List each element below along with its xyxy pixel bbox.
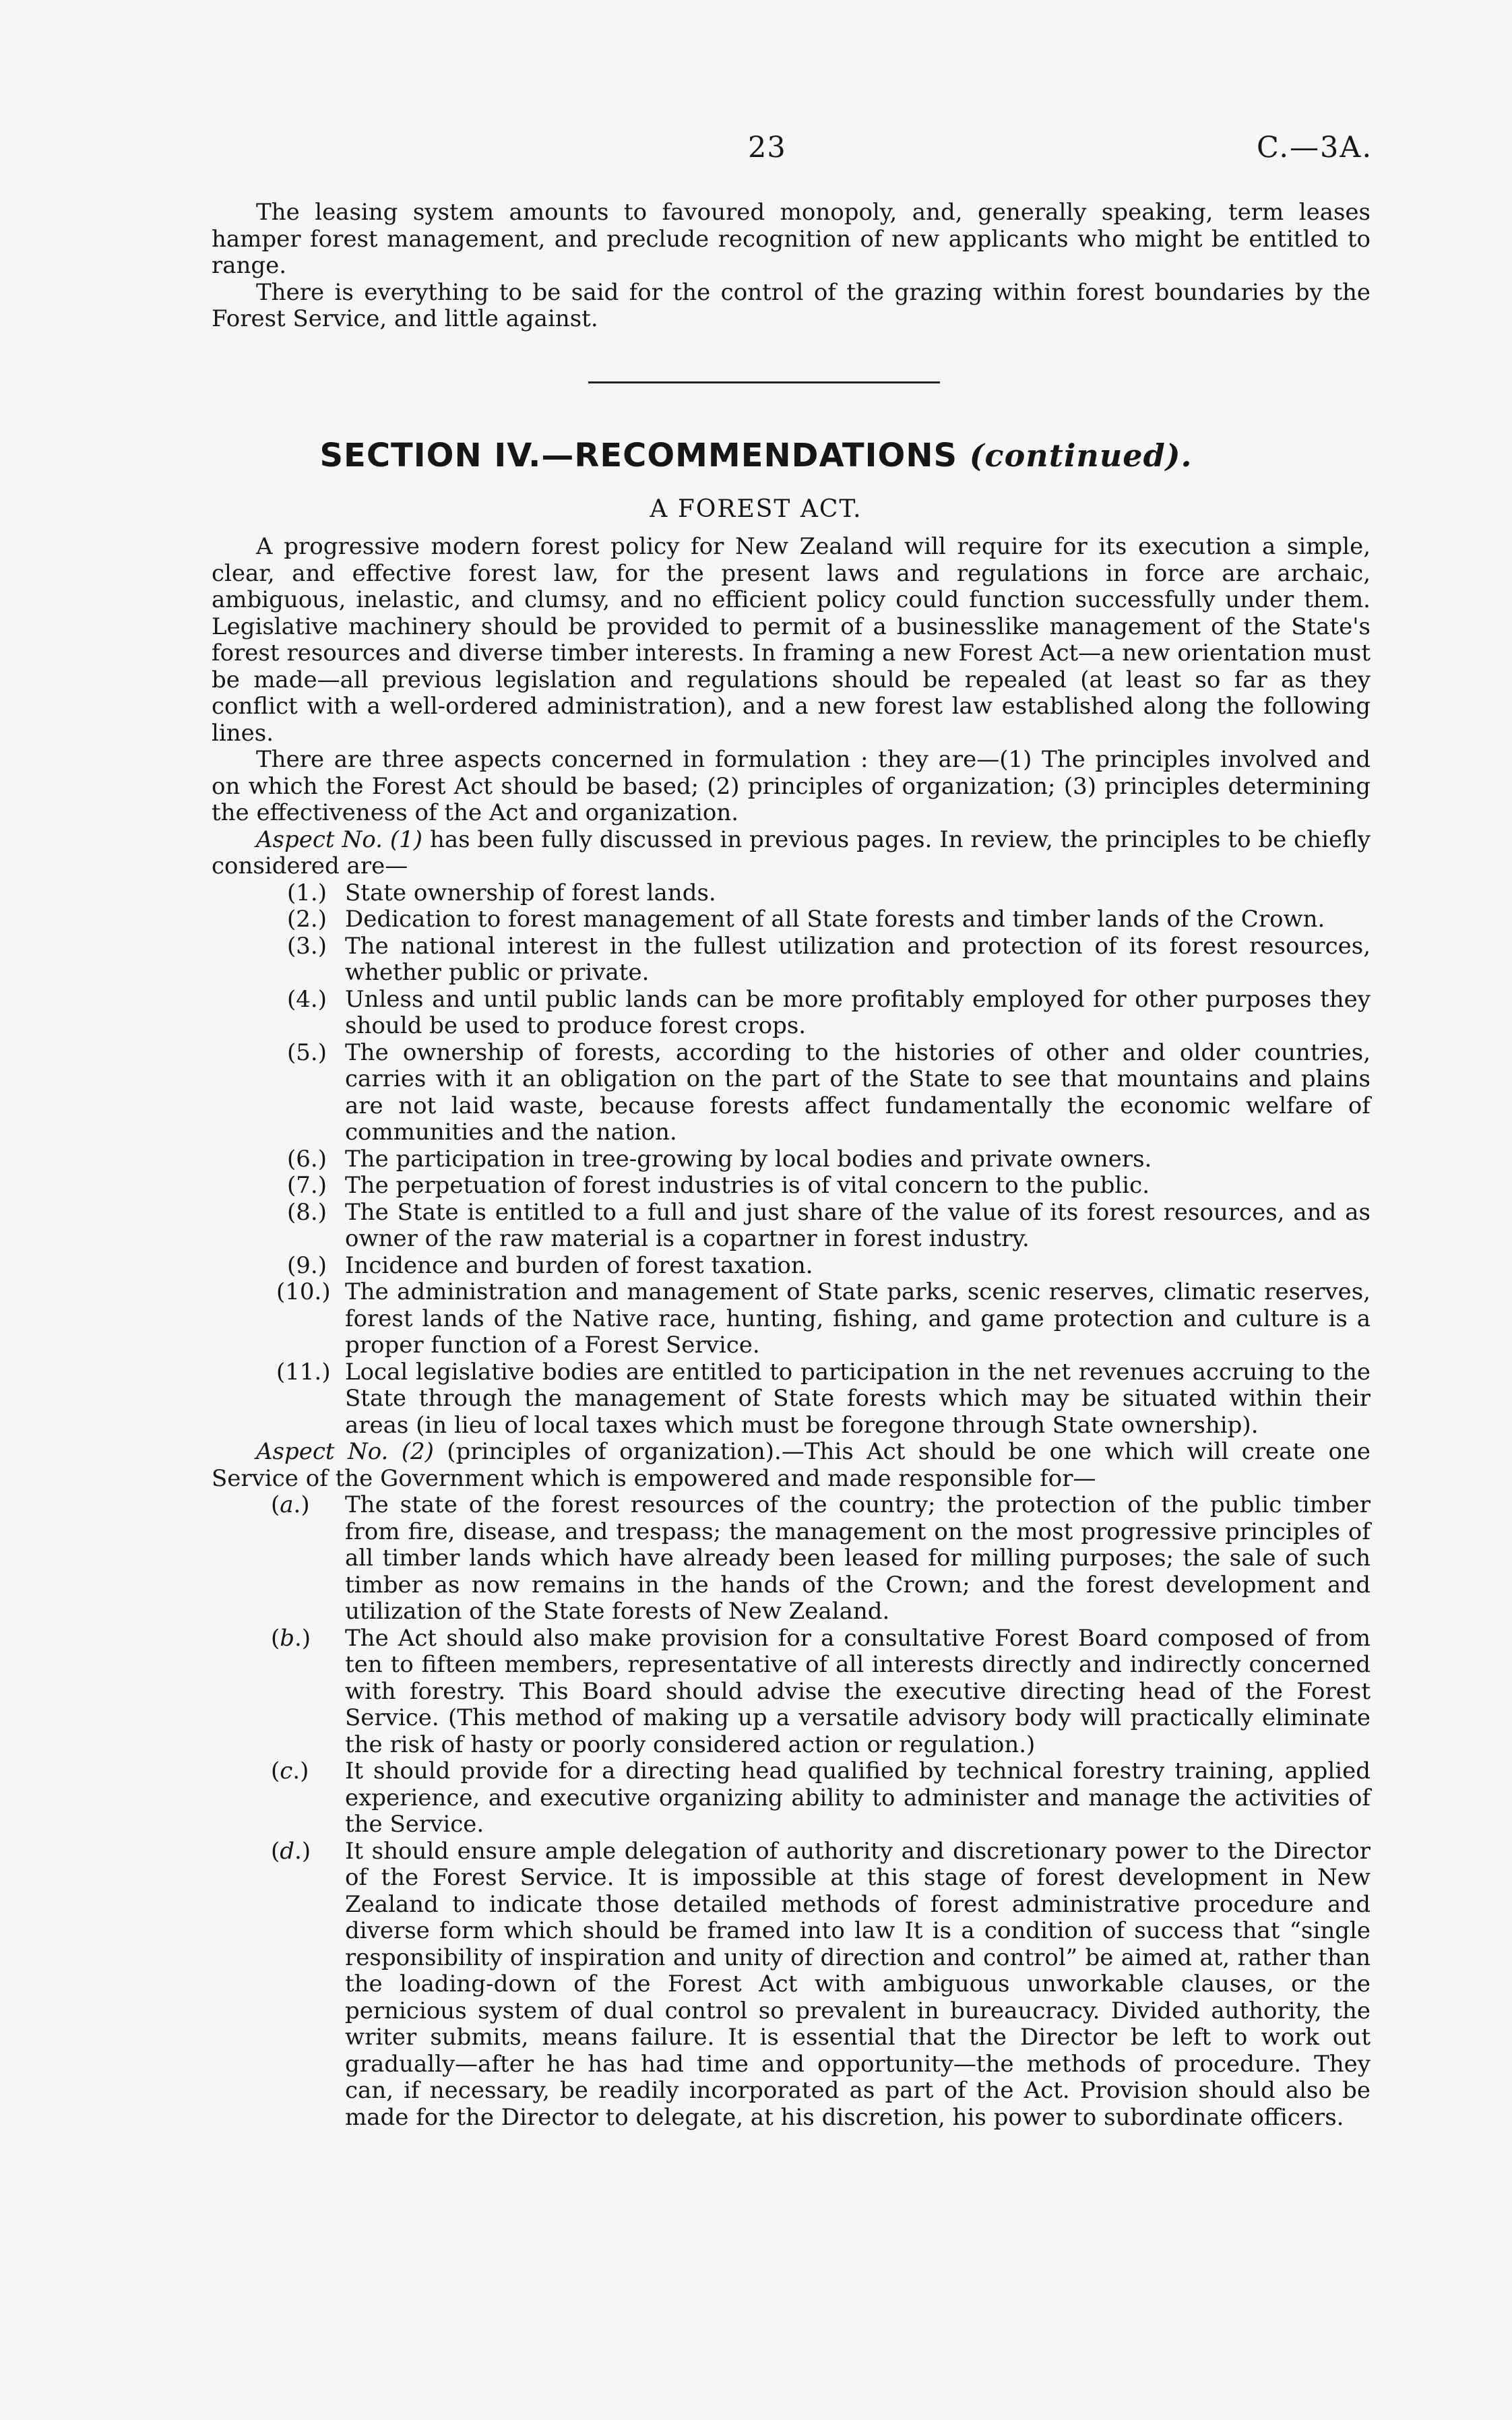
section-subtitle: A FOREST ACT. bbox=[650, 495, 862, 523]
aspect-1-paragraph bbox=[212, 827, 1371, 880]
list-item: (a.) The state of the forest resources of the country; the protection of the public timber from fire, disease, and trespass; the management on the most progressive principles of all timber lands which have already been leased for milling purposes; the sale of such timber as now remains in the hands of the Crown; and the forest development and utilization of the State forests of New Zealand. bbox=[271, 1491, 1371, 1625]
section-title bbox=[0, 437, 1512, 474]
list-item: (c.) It should provide for a directing head qualified by technical forestry training, applied experience, and executive organizing ability to administer and manage the activities of the Service. bbox=[271, 1758, 1371, 1838]
section-divider bbox=[588, 381, 940, 383]
list-item: (4.) Unless and until public lands can be more profitably employed for other purposes they should be used to produce forest crops. bbox=[287, 985, 1371, 1039]
list-item: (10.) The administration and management of State parks, scenic reserves, climatic reserves, forest lands of the Native race, hunting, fishing, and game protection and culture is a proper function of a Forest Service. bbox=[276, 1278, 1371, 1359]
list-item: (2.) Dedication to forest management of all State forests and timber lands of the Crown. bbox=[287, 906, 1325, 933]
aspect-2-label: Aspect No. (2) bbox=[256, 1438, 434, 1465]
intro-paragraph: The leasing system amounts to favoured monopoly, and, generally speaking, term leases hamper forest management, and preclude recognition of new applicants who might be entitled to range. bbox=[212, 199, 1371, 279]
list-item: (1.) State ownership of forest lands. bbox=[287, 879, 716, 906]
list-item: (3.) The national interest in the fullest utilization and protection of its forest resources, whether public or private. bbox=[287, 932, 1371, 986]
list-item: (b.) The Act should also make provision for a consultative Forest Board composed of from ten to fifteen members, representative of all interests directly and indirectly concerned with forestry. This Board should advise the executive directing head of the Forest Service. (This method of making up a versatile advisory body will practically eliminate the risk of hasty or poorly considered action or regulation.) bbox=[271, 1624, 1371, 1758]
page-number: 23 bbox=[748, 131, 786, 164]
section-title-main: SECTION IV.—RECOMMENDATIONS bbox=[319, 437, 958, 474]
body-text bbox=[212, 534, 1371, 2131]
aspect-2-text: (principles of organization).—This Act should be one which will create one Service of the Government which is empowered and made responsible for— bbox=[212, 1438, 1371, 1492]
list-item: (5.) The ownership of forests, according to the histories of other and older countries, carries with it an obligation on the part of the State to see that mountains and plains are not laid waste, because forests affect fundamentally the economic welfare of communities and the nation. bbox=[287, 1038, 1371, 1146]
body-paragraph: There are three aspects concerned in formulation : they are—(1) The principles involved and on which the Forest Act should be based; (2) principles of organization; (3) principles determining the effectiveness of the Act and organization. bbox=[212, 746, 1371, 826]
aspect-2-paragraph bbox=[212, 1439, 1371, 1492]
paper-reference: C.—3A. bbox=[1257, 131, 1373, 164]
aspect-1-label: Aspect No. (1) bbox=[256, 826, 423, 853]
organization-list bbox=[212, 1492, 1371, 2131]
list-item: (d.) It should ensure ample delegation of authority and discretionary power to the Director of the Forest Service. It is impossible at this stage of forest development in New Zealand to indicate those detailed methods of forest administrative procedure and diverse form which should be framed into law It is a condition of success that “single responsibility of inspiration and unity of direction and control” be aimed at, rather than the loading-down of the Forest Act with ambiguous unworkable clauses, or the pernicious system of dual control so prevalent in bureaucracy. Divided authority, the writer submits, means failure. It is essential that the Director be left to work out gradually—after he has had time and opportunity—the methods of procedure. They can, if necessary, be readily incorporated as part of the Act. Provision should also be made for the Director to delegate, at his discretion, his power to subordinate officers. bbox=[271, 1837, 1371, 2131]
intro-block bbox=[212, 199, 1371, 333]
aspect-1-text: has been fully discussed in previous pages. In review, the principles to be chiefly considered are— bbox=[212, 826, 1371, 879]
list-item: (6.) The participation in tree-growing by local bodies and private owners. bbox=[287, 1145, 1152, 1173]
section-title-suffix: (continued). bbox=[969, 437, 1193, 474]
list-item: (9.) Incidence and burden of forest taxation. bbox=[287, 1251, 813, 1279]
list-item: (8.) The State is entitled to a full and just share of the value of its forest resources, and as owner of the raw material is a copartner in forest industry. bbox=[287, 1198, 1371, 1252]
principles-list bbox=[212, 880, 1371, 1439]
list-item: (7.) The perpetuation of forest industries is of vital concern to the public. bbox=[287, 1172, 1150, 1199]
intro-paragraph: There is everything to be said for the control of the grazing within forest boundaries by the Forest Service, and little against. bbox=[212, 278, 1371, 332]
body-paragraph: A progressive modern forest policy for New Zealand will require for its execution a simple, clear, and effective forest law, for the present laws and regulations in force are archaic, ambiguous, inelastic, and clumsy, and no efficient policy could function successfully under them. Legislative machinery should be provided to permit of a businesslike management of the State's forest resources and diverse timber interests. In framing a new Forest Act—a new orientation must be made—all previous legislation and regulations should be repealed (at least so far as they conflict with a well-ordered administration), and a new forest law established along the following lines. bbox=[212, 533, 1371, 747]
list-item: (11.) Local legislative bodies are entitled to participation in the net revenues accruing to the State through the management of State forests which may be situated within their areas (in lieu of local taxes which must be foregone through State ownership). bbox=[276, 1358, 1371, 1439]
